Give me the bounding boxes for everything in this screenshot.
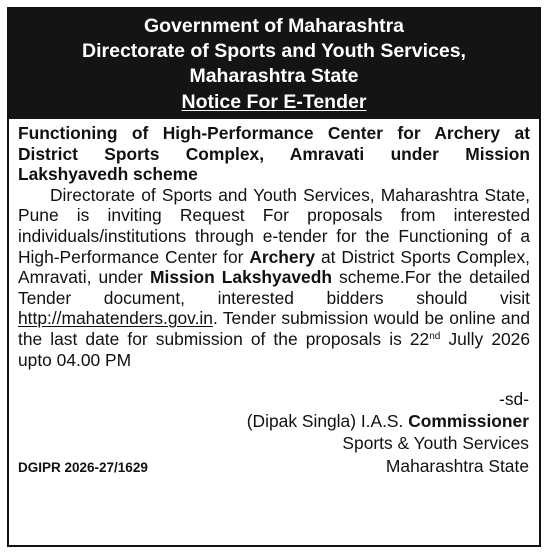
signature-sd: -sd- [499, 388, 529, 409]
tender-notice [7, 7, 541, 547]
header-state: Maharashtra State [189, 65, 359, 87]
signatory-department: Sports & Youth Services [342, 432, 529, 453]
date-suffix: nd [429, 330, 441, 342]
notice-subject: Functioning of High-Performance Center for Archery at District Sports Complex, Amravati under Mission Lakshyavedh scheme [18, 123, 530, 185]
paragraph-text-5: Jully 2026 upto 04.00 PM [18, 328, 531, 370]
signatory-state: Maharashtra State [385, 455, 529, 476]
header-government: Government of Maharashtra [143, 15, 405, 37]
paragraph-text-3: scheme.For the detailed Tender document, interested bidders should visit [18, 267, 531, 308]
signature-name-row [18, 410, 529, 432]
dgipr-reference: DGIPR 2026-27/1629 [18, 459, 148, 475]
paragraph-text-4: . Tender submission would be online and the last date for submission of the proposals is 22 [18, 308, 530, 349]
signatory-name: (Dipak Singla) I.A.S. [246, 410, 409, 431]
paragraph-archery: Archery [249, 246, 316, 267]
notice-paragraph [18, 185, 530, 370]
paragraph-text-1: Directorate of Sports and Youth Services, Maharashtra State, Pune is inviting Request For proposals from interested individuals/institutions through e-tender for the Functioning of a High-Performance Center for [18, 184, 530, 267]
header-directorate: Directorate of Sports and Youth Services, [82, 40, 466, 62]
paragraph-text-2: at District Sports Complex, Amravati, under [18, 246, 530, 288]
notice-title: Notice For E-Tender [181, 91, 367, 113]
mahatenders-link[interactable]: http://mahatenders.gov.in [18, 308, 213, 329]
signature-block [18, 388, 530, 454]
paragraph-scheme: Mission Lakshyavedh [150, 267, 332, 288]
notice-body [9, 119, 539, 478]
footer-row [18, 456, 530, 479]
signatory-title: Commissioner [408, 410, 529, 431]
notice-header [9, 9, 539, 119]
